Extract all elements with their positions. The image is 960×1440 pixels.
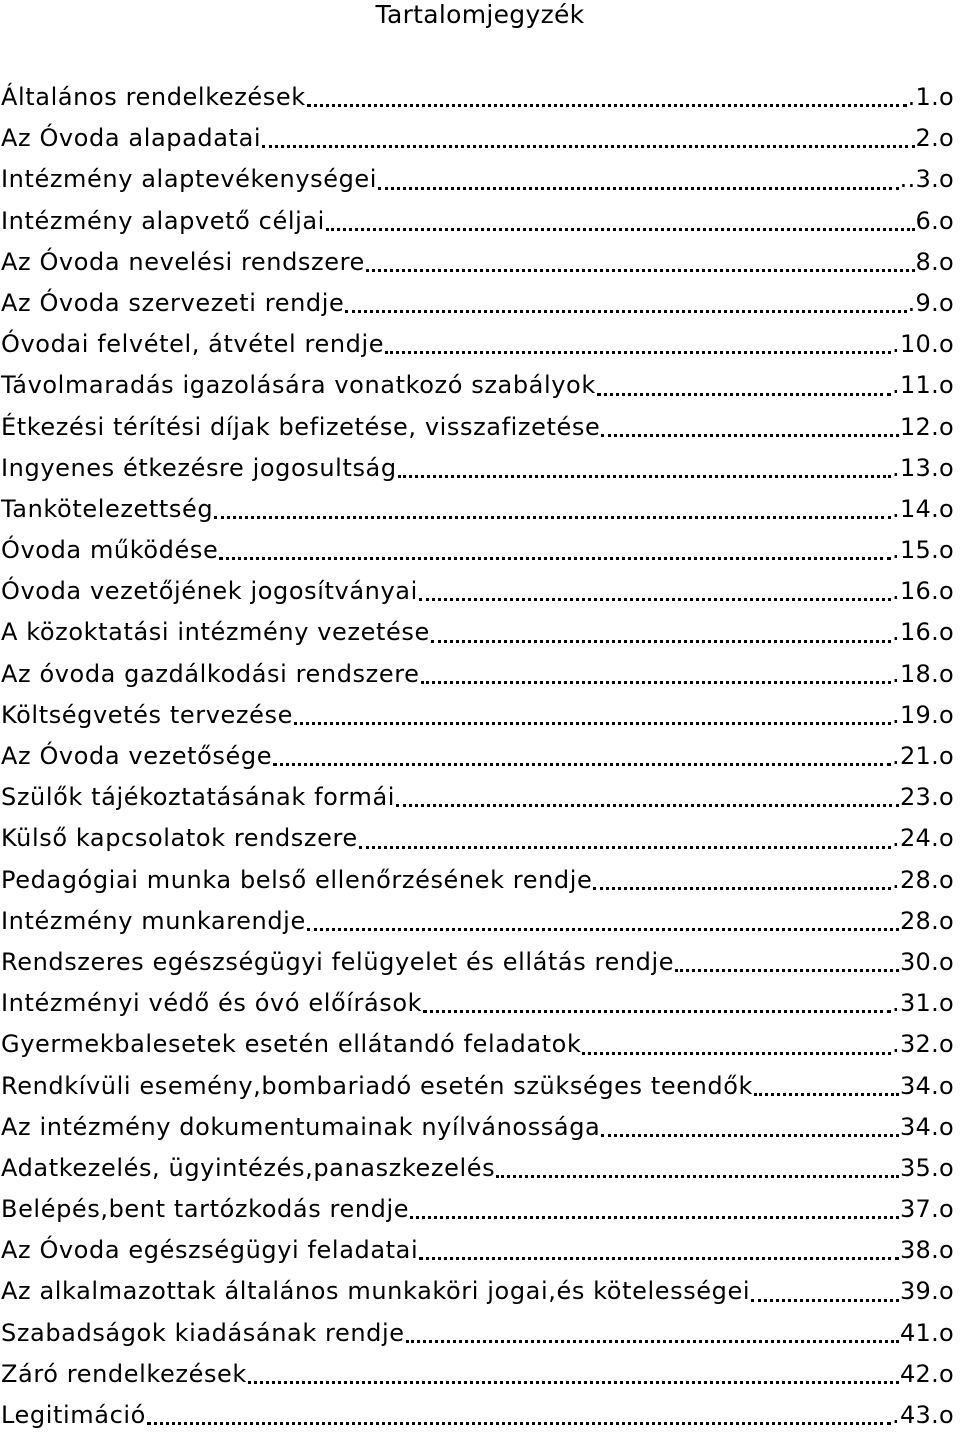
toc-entry-page: .18.o [892,659,954,688]
toc-entry-page: .16.o [892,618,954,647]
toc-dot-leader [345,292,906,316]
toc-dot-leader [751,1281,899,1305]
toc-entry[interactable] [1,324,954,365]
toc-dot-leader [754,1075,899,1099]
toc-dot-leader [378,169,899,193]
toc-entry[interactable] [1,1230,954,1271]
toc-entry[interactable] [1,407,954,448]
toc-entry[interactable] [1,612,954,653]
toc-entry-title: Külső kapcsolatok rendszere [1,824,358,853]
toc-dot-leader [248,1363,899,1387]
toc-entry-title: Gyermekbalesetek esetén ellátandó feladatok [1,1030,582,1059]
toc-dot-leader [366,251,915,275]
toc-dot-leader [307,910,899,934]
toc-dot-leader [359,828,891,852]
toc-dot-leader [262,127,914,151]
toc-entry-page: .14.o [892,494,954,523]
toc-entry-title: Az Óvoda egészségügyi feladatai [1,1236,419,1265]
toc-entry-title: Az óvoda gazdálkodási rendszere [1,659,420,688]
toc-entry[interactable] [1,571,954,612]
toc-entry[interactable] [1,736,954,777]
toc-entry-title: Szülők tájékoztatásának formái [1,783,396,812]
table-of-contents [1,77,954,1436]
toc-dot-leader [431,622,891,646]
toc-entry-page: .28.o [892,865,954,894]
toc-entry-title: Rendszeres egészségügyi felügyelet és ellátás rendje [1,947,675,976]
toc-entry[interactable] [1,654,954,695]
toc-entry-title: Óvodai felvétel, átvétel rendje [1,330,385,359]
toc-entry-page: 42.o [899,1359,954,1388]
toc-entry-title: Az Óvoda alapadatai [1,124,262,153]
toc-entry[interactable] [1,1354,954,1395]
toc-entry-title: Étkezési térítési díjak befizetése, visszafizetése [1,412,601,441]
toc-entry-title: Általános rendelkezések [1,83,306,111]
toc-entry-title: Záró rendelkezések [1,1359,247,1388]
toc-entry-title: Belépés,bent tartózkodás rendje [1,1195,410,1224]
toc-entry-title: Legitimáció [1,1401,146,1429]
toc-entry-title: Szabadságok kiadásának rendje [1,1318,405,1347]
toc-entry[interactable] [1,1024,954,1065]
toc-entry-page: .32.o [892,1030,954,1059]
toc-entry-page: .13.o [892,453,954,482]
toc-entry-title: Ingyenes étkezésre jogosultság [1,453,397,482]
toc-entry[interactable] [1,242,954,283]
toc-entry-page: .10.o [892,330,954,359]
toc-entry-title: Az Óvoda szervezeti rendje [1,288,345,317]
toc-entry-title: Költségvetés tervezése [1,700,293,729]
toc-entry-title: Az alkalmazottak általános munkaköri jogai,és kötelességei [1,1277,751,1306]
toc-entry[interactable] [1,860,954,901]
toc-entry[interactable] [1,1148,954,1189]
toc-dot-leader [385,333,891,357]
toc-entry[interactable] [1,818,954,859]
toc-entry-title: A közoktatási intézmény vezetése [1,618,430,647]
toc-entry-page: 28.o [899,906,954,935]
toc-entry-page: ..3.o [899,165,954,194]
toc-entry[interactable] [1,901,954,942]
toc-entry-page: .24.o [892,824,954,853]
toc-dot-leader [593,869,891,893]
toc-entry-page: 41.o [899,1318,954,1347]
toc-dot-leader [419,1239,899,1263]
toc-dot-leader [601,1116,899,1140]
toc-entry[interactable] [1,983,954,1024]
toc-entry-page: 37.o [899,1195,954,1224]
toc-dot-leader [421,663,891,687]
toc-dot-leader [601,416,899,440]
toc-entry[interactable] [1,118,954,159]
toc-entry-title: Óvoda vezetőjének jogosítványai [1,577,418,606]
toc-entry-page: .9.o [907,288,954,317]
toc-dot-leader [396,786,899,810]
toc-entry-page: 23.o [899,783,954,812]
toc-entry-page: 34.o [899,1071,954,1100]
toc-entry-title: Óvoda működése [1,536,219,565]
toc-dot-leader [423,992,891,1016]
toc-entry-page: 39.o [899,1277,954,1306]
toc-entry-page: .21.o [892,742,954,770]
toc-entry-title: Pedagógiai munka belső ellenőrzésének rendje [1,865,593,894]
toc-entry-page: 8.o [915,247,954,276]
page-title: Tartalomjegyzék [375,0,585,29]
toc-dot-leader [410,1198,899,1222]
toc-entry-page: 2.o [915,124,954,153]
toc-entry-title: Az Óvoda nevelési rendszere [1,247,365,276]
toc-dot-leader [294,704,891,728]
toc-dot-leader [675,951,899,975]
toc-entry-page: .43.o [892,1401,954,1429]
toc-entry[interactable] [1,942,954,983]
toc-entry[interactable] [1,530,954,571]
toc-dot-leader [582,1034,891,1058]
toc-dot-leader [406,1322,899,1346]
toc-entry-title: Az Óvoda vezetősége [1,742,273,770]
toc-dot-leader [326,210,915,234]
toc-entry-title: Adatkezelés, ügyintézés,panaszkezelés [1,1153,496,1182]
toc-dot-leader [597,375,891,399]
toc-entry-page: 12.o [899,412,954,441]
toc-entry[interactable] [1,201,954,242]
toc-entry[interactable] [1,1066,954,1107]
toc-entry[interactable] [1,1395,954,1436]
toc-entry-title: Rendkívüli esemény,bombariadó esetén szükséges teendők [1,1071,754,1100]
toc-entry-page: .11.o [892,371,954,400]
toc-entry-title: Intézményi védő és óvó előírások [1,989,423,1018]
toc-entry[interactable] [1,365,954,406]
toc-entry[interactable] [1,1271,954,1312]
toc-entry[interactable] [1,777,954,818]
toc-entry-page: 35.o [899,1153,954,1182]
toc-entry-title: Intézmény alapvető céljai [1,206,325,235]
toc-entry-title: Az intézmény dokumentumainak nyílvánossága [1,1112,601,1141]
toc-dot-leader [219,539,891,563]
toc-entry-page: .31.o [892,989,954,1018]
toc-dot-leader [273,745,891,769]
toc-entry-page: .16.o [892,577,954,606]
toc-entry[interactable] [1,1189,954,1230]
toc-entry[interactable] [1,1313,954,1354]
toc-entry-page: 34.o [899,1112,954,1141]
toc-entry[interactable] [1,159,954,200]
toc-entry-page: .19.o [892,700,954,729]
toc-dot-leader [307,86,907,110]
toc-entry-page: 38.o [899,1236,954,1265]
toc-dot-leader [496,1157,899,1181]
toc-entry[interactable] [1,77,954,118]
toc-entry-title: Intézmény munkarendje [1,906,306,935]
toc-entry-title: Távolmaradás igazolására vonatkozó szabályok [1,371,596,400]
toc-entry-title: Intézmény alaptevékenységei [1,165,378,194]
toc-dot-leader [419,580,891,604]
toc-entry-page: 6.o [915,206,954,235]
toc-dot-leader [214,498,891,522]
toc-entry-page: .1.o [907,83,954,111]
toc-entry[interactable] [1,283,954,324]
toc-entry-page: 30.o [899,947,954,976]
toc-entry[interactable] [1,1107,954,1148]
toc-entry[interactable] [1,489,954,530]
toc-entry-page: .15.o [892,536,954,565]
toc-dot-leader [398,457,891,481]
toc-entry[interactable] [1,448,954,489]
toc-dot-leader [147,1404,891,1428]
toc-entry-title: Tankötelezettség [1,494,214,523]
toc-entry[interactable] [1,695,954,736]
